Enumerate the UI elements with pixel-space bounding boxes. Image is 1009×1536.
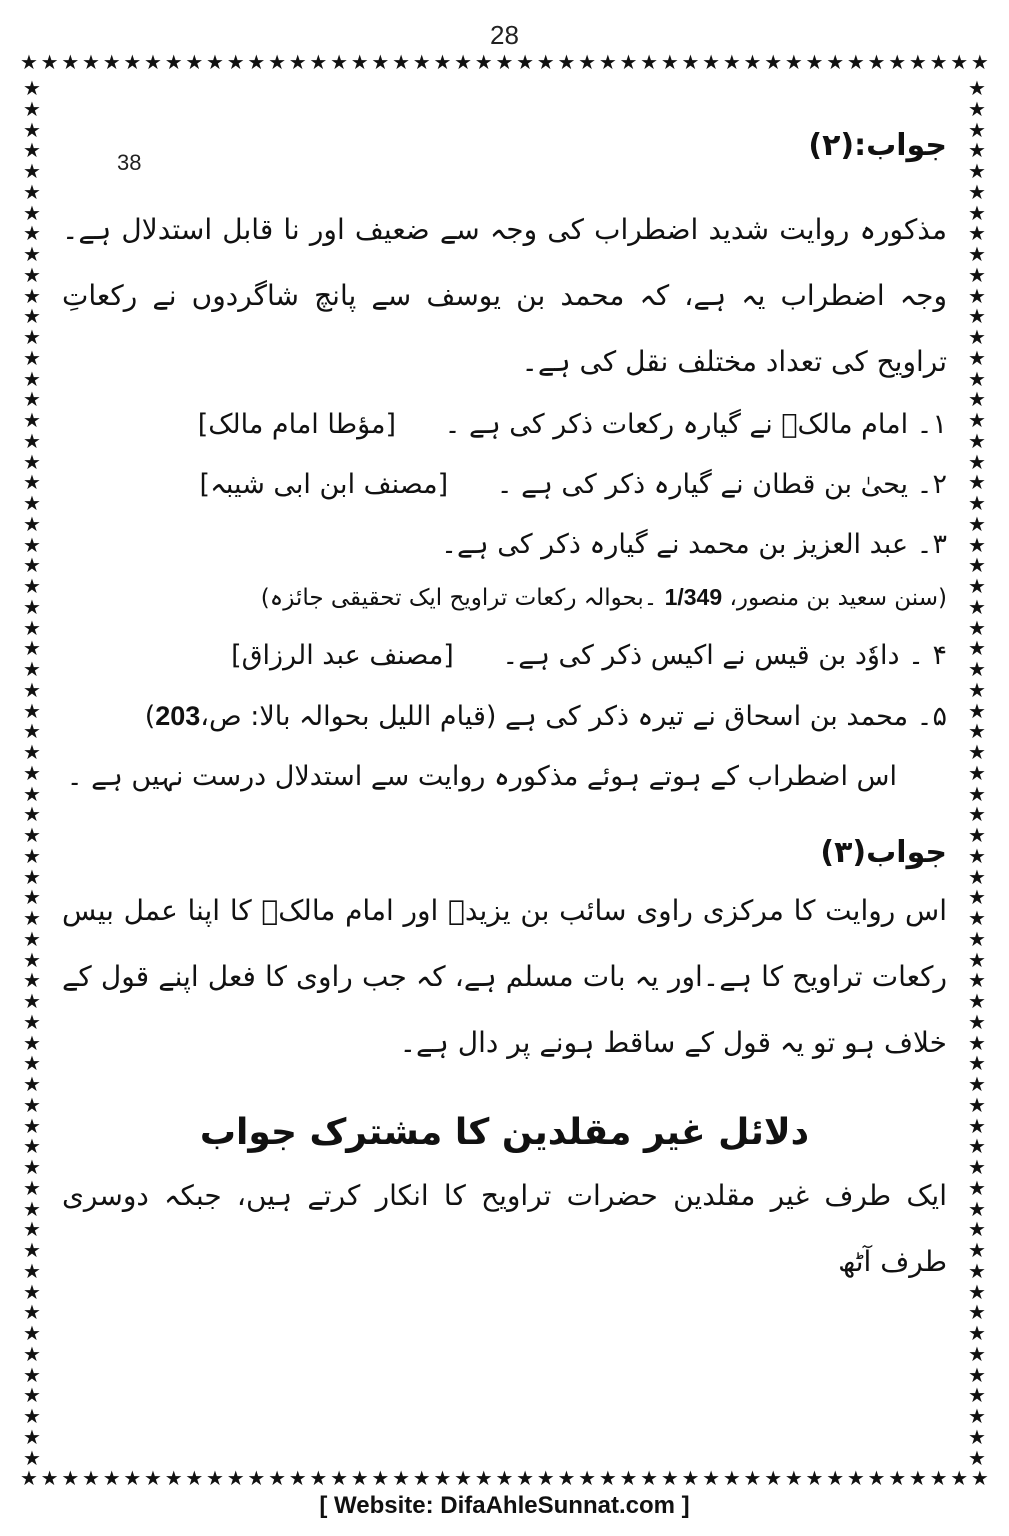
star-icon: ★ [968,657,986,681]
star-icon: ★ [23,1341,41,1366]
star-icon: ★ [23,947,41,972]
star-icon: ★ [330,1466,349,1490]
border-bottom [20,1468,989,1488]
star-icon: ★ [968,947,986,972]
item-ref: [مصنف عبد الرزاق] [231,640,454,671]
star-icon: ★ [433,1466,452,1490]
star-icon: ★ [23,428,41,453]
star-icon: ★ [578,50,597,74]
item-text: ۱۔ امام مالکؒ نے گیارہ رکعات ذکر کی ہے ۔ [444,409,947,440]
star-icon: ★ [660,1466,679,1490]
star-icon: ★ [23,1072,41,1096]
star-icon: ★ [536,50,555,74]
note-after: ۔بحوالہ رکعات تراویح ایک تحقیقی جائزہ) [260,585,665,611]
star-icon: ★ [950,1466,969,1490]
star-icon: ★ [764,50,783,74]
star-icon: ★ [23,221,41,246]
border-right [965,78,989,1468]
star-icon: ★ [23,1196,41,1221]
star-icon: ★ [968,1217,986,1242]
star-icon: ★ [23,1383,41,1408]
star-icon: ★ [968,553,986,578]
star-icon: ★ [23,1300,41,1325]
item-text: ۳۔ عبد العزیز بن محمد نے گیارہ ذکر کی ہے۔ [441,529,947,560]
star-icon: ★ [23,698,41,723]
star-icon: ★ [392,50,411,74]
item-text: ۲۔ یحیٰ بن قطان نے گیارہ ذکر کی ہے ۔ [496,469,947,500]
item5-before: ۵۔ محمد بن اسحاق نے تیرہ ذکر کی ہے (قیام اللیل بحوالہ بالا: ص، [200,701,947,732]
star-icon: ★ [968,1009,986,1034]
star-icon: ★ [23,1279,41,1304]
star-icon: ★ [968,1424,986,1449]
star-icon: ★ [968,1175,986,1200]
star-icon: ★ [968,304,986,329]
star-icon: ★ [23,117,41,142]
star-icon: ★ [536,1466,555,1490]
star-icon: ★ [23,532,41,557]
star-icon: ★ [185,1466,204,1490]
star-icon: ★ [968,138,986,163]
star-icon: ★ [968,1445,986,1470]
star-icon: ★ [23,408,41,432]
star-icon: ★ [23,760,41,785]
star-icon: ★ [433,50,452,74]
star-icon: ★ [454,1466,473,1490]
star-icon: ★ [968,117,986,142]
section-title: دلائل غیر مقلدین کا مشترک جواب [199,1112,810,1153]
star-icon: ★ [619,50,638,74]
star-icon: ★ [968,823,986,847]
star-icon: ★ [968,1051,986,1076]
star-icon: ★ [968,574,986,598]
star-icon: ★ [23,1238,41,1262]
star-icon: ★ [968,242,986,266]
star-icon: ★ [968,1030,986,1055]
star-icon: ★ [23,1362,41,1387]
star-icon: ★ [722,50,741,74]
star-icon: ★ [330,50,349,74]
star-icon: ★ [23,470,41,495]
item-text: ۴ ۔ داوٗد بن قیس نے اکیس ذکر کی ہے۔ [502,640,947,671]
star-icon: ★ [23,283,41,308]
star-icon: ★ [968,283,986,308]
star-icon: ★ [412,1466,431,1490]
star-icon: ★ [392,1466,411,1490]
border-left [20,78,44,1468]
star-icon: ★ [23,574,41,598]
answer-2-conclusion: اس اضطراب کے ہوتے ہوئے مذکورہ روایت سے استدلال درست نہیں ہے ۔ [66,761,897,792]
star-icon: ★ [970,1466,989,1490]
star-icon: ★ [968,345,986,370]
star-icon: ★ [968,449,986,474]
star-icon: ★ [23,1155,41,1179]
star-icon: ★ [640,1466,659,1490]
answer-3-paragraph: اس روایت کا مرکزی راوی سائب بن یزیدؓ اور امام مالکؒ کا اپنا عمل بیس رکعات تراویح کا ہے۔اور یہ بات مسلم ہے، کہ جب راوی کا فعل اپنے قول کے خلاف ہو تو یہ قول کے ساقط ہونے پر دال ہے۔ [62,894,947,1059]
star-icon: ★ [702,1466,721,1490]
star-icon: ★ [968,843,986,868]
margin-number: 38 [117,150,142,175]
star-icon: ★ [929,1466,948,1490]
item-ref: [مؤطا امام مالک] [197,409,397,440]
star-icon: ★ [23,366,41,391]
star-icon: ★ [23,138,41,163]
star-icon: ★ [968,159,986,183]
star-icon: ★ [968,1383,986,1408]
star-icon: ★ [968,262,986,287]
star-icon: ★ [350,50,369,74]
star-icon: ★ [206,1466,224,1490]
star-icon: ★ [867,1466,886,1490]
border-top [20,52,989,72]
star-icon: ★ [968,1238,986,1262]
star-icon: ★ [23,657,41,681]
star-icon: ★ [950,50,969,74]
item5-after: ) [144,701,156,732]
star-icon: ★ [968,1092,986,1117]
star-icon: ★ [23,781,41,806]
star-icon: ★ [968,96,986,121]
star-icon: ★ [660,50,679,74]
star-icon: ★ [23,179,41,204]
star-icon: ★ [23,1134,41,1159]
star-icon: ★ [784,50,803,74]
star-icon: ★ [23,1051,41,1076]
star-icon: ★ [888,1466,907,1490]
star-icon: ★ [102,50,121,74]
star-icon: ★ [247,1466,266,1490]
star-icon: ★ [268,50,286,74]
star-icon: ★ [929,50,948,74]
answer-2-paragraph: مذکورہ روایت شدید اضطراب کی وجہ سے ضعیف اور نا قابل استدلال ہے۔وجہ اضطراب یہ ہے، کہ محمد بن یوسف سے پانچ شاگردوں نے رکعاتِ تراویح کی تعداد مختلف نقل کی ہے۔ [62,213,947,378]
star-icon: ★ [23,885,41,910]
website-footer: [ Website: DifaAhleSunnat.com ] [319,1492,690,1519]
star-icon: ★ [968,76,986,100]
star-icon: ★ [226,1466,245,1490]
star-icon: ★ [23,864,41,889]
answer-3-heading: جواب(۳) [820,835,947,870]
star-icon: ★ [226,50,245,74]
note-before: (سنن سعید بن منصور، [722,585,947,611]
star-icon: ★ [23,926,41,951]
star-icon: ★ [23,304,41,329]
star-icon: ★ [20,50,38,74]
star-icon: ★ [784,1466,803,1490]
star-icon: ★ [164,1466,183,1490]
star-icon: ★ [968,698,986,723]
page-number: 28 [490,20,519,50]
star-icon: ★ [123,1466,142,1490]
star-icon: ★ [968,470,986,495]
star-icon: ★ [968,1196,986,1221]
note-number: 1/349 [664,584,723,610]
star-icon: ★ [681,1466,700,1490]
star-icon: ★ [968,989,986,1013]
star-icon: ★ [23,968,41,993]
star-icon: ★ [23,387,41,412]
star-icon: ★ [968,532,986,557]
star-icon: ★ [968,594,986,619]
star-icon: ★ [23,719,41,744]
star-icon: ★ [888,50,907,74]
star-icon: ★ [908,1466,927,1490]
star-icon: ★ [495,1466,514,1490]
section-paragraph: ایک طرف غیر مقلدین حضرات تراویح کا انکار کرتے ہیں، جبکہ دوسری طرف آٹھ [62,1179,947,1278]
citation-note [62,575,947,620]
star-icon: ★ [288,1466,307,1490]
star-icon: ★ [968,200,986,225]
star-icon: ★ [309,1466,328,1490]
list-item [62,686,947,747]
list-item [62,395,947,455]
star-icon: ★ [23,906,41,930]
star-icon: ★ [23,200,41,225]
star-icon: ★ [846,50,865,74]
page-content [62,100,947,1460]
star-icon: ★ [968,1279,986,1304]
star-icon: ★ [968,428,986,453]
star-icon: ★ [495,50,514,74]
star-icon: ★ [968,906,986,930]
star-icon: ★ [968,1155,986,1179]
star-icon: ★ [743,50,762,74]
item5-number: 203 [155,701,201,731]
star-icon: ★ [350,1466,369,1490]
star-icon: ★ [82,50,100,74]
star-icon: ★ [82,1466,100,1490]
star-icon: ★ [454,50,473,74]
star-icon: ★ [557,1466,576,1490]
star-icon: ★ [968,1341,986,1366]
star-icon: ★ [23,511,41,536]
star-icon: ★ [968,1321,986,1345]
star-icon: ★ [23,802,41,827]
star-icon: ★ [61,1466,80,1490]
star-icon: ★ [968,677,986,702]
star-icon: ★ [288,50,307,74]
star-icon: ★ [968,1258,986,1283]
star-icon: ★ [23,345,41,370]
star-icon: ★ [23,989,41,1013]
star-icon: ★ [23,491,41,515]
star-icon: ★ [144,50,162,74]
star-icon: ★ [474,1466,493,1490]
star-icon: ★ [968,802,986,827]
star-icon: ★ [102,1466,121,1490]
star-icon: ★ [247,50,266,74]
star-icon: ★ [968,325,986,349]
list-item [62,626,947,686]
list-item [62,515,947,575]
star-icon: ★ [867,50,886,74]
star-icon: ★ [968,781,986,806]
star-icon: ★ [20,1466,38,1490]
star-icon: ★ [598,1466,617,1490]
star-icon: ★ [598,50,617,74]
star-icon: ★ [743,1466,762,1490]
star-icon: ★ [968,1404,986,1428]
star-icon: ★ [371,1466,390,1490]
star-icon: ★ [968,615,986,640]
star-icon: ★ [968,864,986,889]
star-icon: ★ [968,221,986,246]
star-icon: ★ [557,50,576,74]
star-icon: ★ [23,1113,41,1138]
star-icon: ★ [23,1321,41,1345]
star-icon: ★ [681,50,700,74]
star-icon: ★ [968,760,986,785]
star-icon: ★ [40,50,59,74]
star-icon: ★ [908,50,927,74]
star-icon: ★ [516,50,535,74]
star-icon: ★ [805,1466,824,1490]
star-icon: ★ [619,1466,638,1490]
star-icon: ★ [23,1258,41,1283]
star-icon: ★ [826,50,845,74]
star-icon: ★ [968,408,986,432]
item-ref: [مصنف ابن ابی شیبہ] [199,469,449,500]
star-icon: ★ [968,1072,986,1096]
star-icon: ★ [968,740,986,764]
star-icon: ★ [846,1466,865,1490]
star-icon: ★ [968,1300,986,1325]
star-icon: ★ [23,1030,41,1055]
star-icon: ★ [40,1466,59,1490]
star-icon: ★ [968,1113,986,1138]
star-icon: ★ [968,179,986,204]
star-icon: ★ [968,719,986,744]
star-icon: ★ [23,76,41,100]
answer-2-heading: جواب:(۲) [808,128,947,163]
star-icon: ★ [23,823,41,847]
star-icon: ★ [826,1466,845,1490]
star-icon: ★ [23,1175,41,1200]
star-icon: ★ [23,159,41,183]
star-icon: ★ [23,740,41,764]
star-icon: ★ [23,677,41,702]
star-icon: ★ [412,50,431,74]
star-icon: ★ [23,1424,41,1449]
star-icon: ★ [722,1466,741,1490]
star-icon: ★ [23,636,41,661]
star-icon: ★ [268,1466,286,1490]
star-icon: ★ [23,1092,41,1117]
star-icon: ★ [185,50,204,74]
star-icon: ★ [516,1466,535,1490]
star-icon: ★ [144,1466,162,1490]
star-icon: ★ [578,1466,597,1490]
star-icon: ★ [970,50,989,74]
star-icon: ★ [23,594,41,619]
star-icon: ★ [23,1445,41,1470]
star-icon: ★ [23,449,41,474]
star-icon: ★ [968,491,986,515]
star-icon: ★ [61,50,80,74]
star-icon: ★ [23,1217,41,1242]
star-icon: ★ [23,242,41,266]
star-icon: ★ [23,615,41,640]
star-icon: ★ [968,387,986,412]
star-icon: ★ [805,50,824,74]
star-icon: ★ [968,366,986,391]
star-icon: ★ [23,1404,41,1428]
star-icon: ★ [23,262,41,287]
list-item [62,455,947,515]
star-icon: ★ [968,636,986,661]
star-icon: ★ [640,50,659,74]
star-icon: ★ [968,511,986,536]
star-icon: ★ [23,553,41,578]
star-icon: ★ [968,968,986,993]
star-icon: ★ [164,50,183,74]
star-icon: ★ [702,50,721,74]
star-icon: ★ [23,843,41,868]
star-icon: ★ [309,50,328,74]
star-icon: ★ [371,50,390,74]
star-icon: ★ [764,1466,783,1490]
star-icon: ★ [968,926,986,951]
star-icon: ★ [474,50,493,74]
star-icon: ★ [123,50,142,74]
star-icon: ★ [968,885,986,910]
star-icon: ★ [23,1009,41,1034]
star-icon: ★ [23,96,41,121]
star-icon: ★ [968,1362,986,1387]
star-icon: ★ [968,1134,986,1159]
star-icon: ★ [23,325,41,349]
star-icon: ★ [206,50,224,74]
